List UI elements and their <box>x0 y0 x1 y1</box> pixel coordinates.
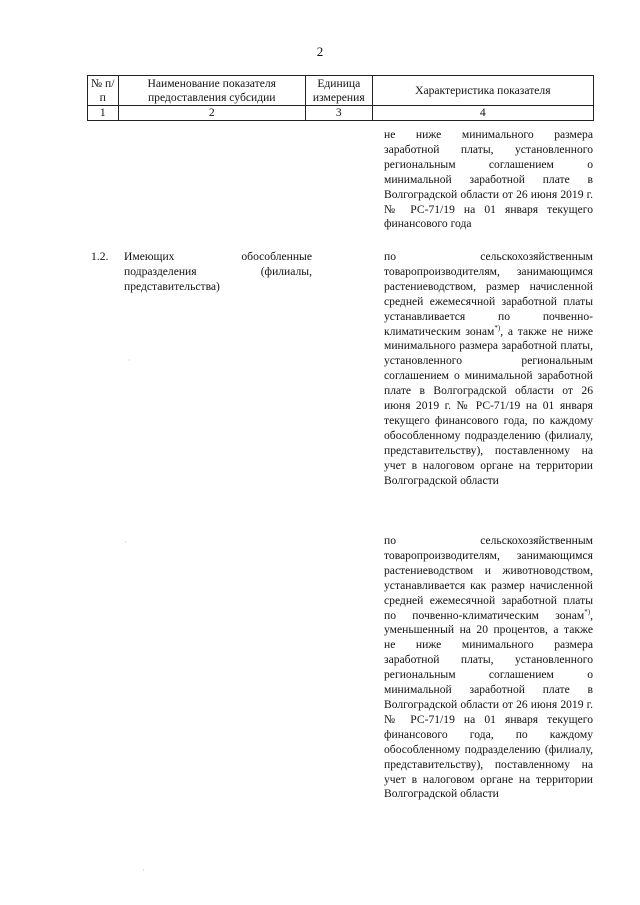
characteristic-crop-and-livestock <box>384 534 593 802</box>
column-numbers-row <box>88 106 594 121</box>
header-row <box>88 76 594 106</box>
characteristic-crop-farming <box>384 250 593 489</box>
col-num-4: 4 <box>372 106 593 121</box>
crop-livestock-text-continued: , уменьшенный на 20 процентов, а также не ниже минимального размера заработной платы, установленного региональным соглашением о минимальной заработной плате в Волгоградской области от 26 июня 2019 г. № РС-71/19 на 01 января текущего финансового года, по каждому обособленному подразделению (филиалу, представительству), поставленному на учет в налоговом органе на территории Волгоградской области <box>384 608 593 801</box>
col-num-1: 1 <box>88 106 119 121</box>
characteristic-text-continued: не ниже минимального размера заработной платы, установленного региональным соглашением о минимальной заработной плате в Волгоградской области от 26 июня 2019 г. № РС-71/19 на 01 января текущего финансового года <box>384 128 593 231</box>
row-number: 1.2. <box>91 250 109 263</box>
col-number-header: № п/п <box>88 76 119 106</box>
col-unit-header: Единица измерения <box>305 76 372 106</box>
indicator-name: Имеющих обособленные подразделения (филиалы, представительства) <box>124 250 312 293</box>
footnote-mark: *) <box>584 607 591 616</box>
crop-livestock-text: по сельскохозяйственным товаропроизводителям, занимающимся растениеводством и животноводством, устанавливается как размер начисленной средней ежемесячной заработной платы по почвенно-климатическим зонам <box>384 534 593 622</box>
col-num-2: 2 <box>118 106 305 121</box>
col-name-header: Наименование показателя предоставления субсидии <box>118 76 305 106</box>
scan-speck: · <box>142 866 145 875</box>
crop-farming-text: по сельскохозяйственным товаропроизводителям, занимающимся растениеводством, размер начисленной средней ежемесячной заработной платы устанавливается по почвенно-климатическим зонам <box>384 250 593 338</box>
page-number: 2 <box>316 44 324 59</box>
col-characteristic-header: Характеристика показателя <box>372 76 593 106</box>
footnote-mark: *) <box>494 323 501 332</box>
indicator-table-header <box>87 75 594 121</box>
col-num-3: 3 <box>305 106 372 121</box>
scan-speck: · <box>124 538 127 547</box>
scan-speck: · <box>128 356 131 365</box>
crop-farming-text-continued: , а также не ниже минимального размера заработной платы, установленного региональным соглашением о минимальной заработной плате в Волгоградской области от 26 июня 2019 г. № РС-71/19 на 01 января текущего финансового года, по каждому обособленному подразделению (филиалу, представительству), поставленному на учет в налоговом органе на территории Волгоградской области <box>384 324 594 487</box>
